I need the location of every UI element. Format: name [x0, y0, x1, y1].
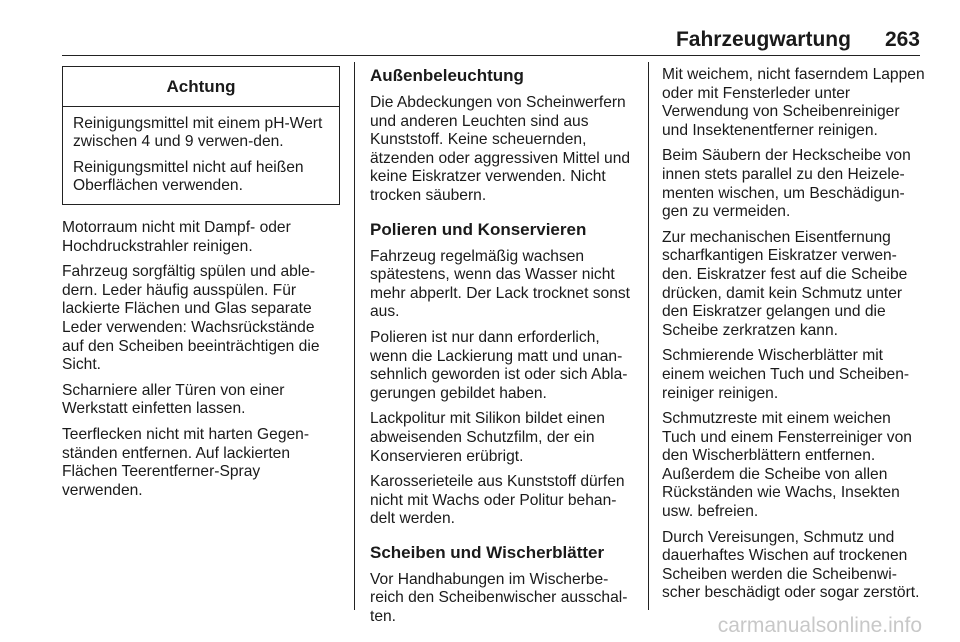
paragraph: Beim Säubern der Heckscheibe von innen stets parallel zu den Heizele-menten wischen, um Beschädigun-gen zu vermeiden.: [662, 147, 911, 221]
warning-box: [62, 66, 340, 205]
header-rule: [62, 55, 920, 56]
paragraph: Teerflecken nicht mit harten Gegen-ständen entfernen. Auf lackierten Flächen Teerentferner-Spray verwenden.: [62, 425, 310, 499]
paragraph: Die Abdeckungen von Scheinwerfern und anderen Leuchten sind aus Kunststoff. Keine scheuernden, ätzenden oder aggressiven Mittel und keine Eiskratzer verwenden. Nicht trocken säubern.: [370, 94, 631, 204]
paragraph: Lackpolitur mit Silikon bildet einen abweisenden Schutzfilm, der ein Konservieren erübrigt.: [370, 410, 605, 465]
column-1: [62, 62, 340, 507]
paragraph: Motorraum nicht mit Dampf- oder Hochdruckstrahler reinigen.: [62, 218, 291, 255]
paragraph: Mit weichem, nicht faserndem Lappen oder mit Fensterleder unter Verwendung von Scheibenreiniger und Insektenentferner reinigen.: [662, 66, 925, 139]
paragraph: Fahrzeug sorgfältig spülen und able-dern. Leder häufig ausspülen. Für lackierte Flächen und Glas separate Leder verwenden: Wachsrückstände auf den Scheiben beeinträchtigen die Sicht.: [62, 263, 320, 374]
column-divider-1: [354, 62, 355, 610]
paragraph: Durch Vereisungen, Schmutz und dauerhaftes Wischen auf trockenen Scheiben werden die Scheibenwi-scher beschädigt oder sogar zerstört.: [662, 528, 920, 602]
column-divider-2: [648, 62, 649, 610]
paragraph: Schmutzreste mit einem weichen Tuch und einem Fensterreiniger von den Wischerblättern entfernen. Außerdem die Scheibe von allen Rückständen wie Wachs, Insekten usw. befreien.: [662, 410, 912, 521]
page-number: 263: [884, 28, 920, 51]
warning-body: [63, 107, 339, 204]
paragraph: Karosserieteile aus Kunststoff dürfen nicht mit Wachs oder Politur behan-delt werden.: [370, 473, 625, 528]
heading-polishing: Polieren und Konservieren: [370, 219, 587, 239]
column-1-text: [62, 219, 340, 500]
paragraph: Scharniere aller Türen von einer Werkstatt einfetten lassen.: [62, 381, 285, 418]
heading-windows-wipers: Scheiben und Wischerblätter: [370, 542, 605, 562]
paragraph: Fahrzeug regelmäßig wachsen spätestens, wenn das Wasser nicht mehr abperlt. Der Lack trocknet sonst aus.: [370, 247, 631, 321]
page-header: [676, 28, 920, 52]
paragraph: Zur mechanischen Eisentfernung scharfkantigen Eiskratzer verwen-den. Eiskratzer fest auf die Scheibe drücken, damit kein Schmutz unter den Eiskratzer gelangen und die Scheibe zerkratzen kann.: [662, 228, 908, 339]
column-3: [662, 66, 926, 610]
warning-paragraph: Reinigungsmittel mit einem pH-Wert zwischen 4 und 9 verwen-den.: [73, 114, 323, 151]
section-title: Fahrzeugwartung: [675, 28, 851, 51]
paragraph: Vor Handhabungen im Wischerbe-reich den Scheibenwischer ausschal-ten.: [370, 570, 628, 626]
watermark: carmanualsonline.info: [717, 614, 922, 637]
column-2: [370, 66, 634, 634]
warning-paragraph: Reinigungsmittel nicht auf heißen Oberflächen verwenden.: [73, 158, 304, 195]
heading-exterior-lighting: Außenbeleuchtung: [370, 66, 524, 85]
paragraph: Polieren ist nur dann erforderlich, wenn die Lackierung matt und unan-sehnlich geworden ist oder sich Abla-gerungen gebildet haben.: [370, 328, 628, 402]
warning-title: Achtung: [63, 67, 339, 107]
paragraph: Schmierende Wischerblätter mit einem weichen Tuch und Scheiben-reiniger reinigen.: [662, 347, 910, 402]
